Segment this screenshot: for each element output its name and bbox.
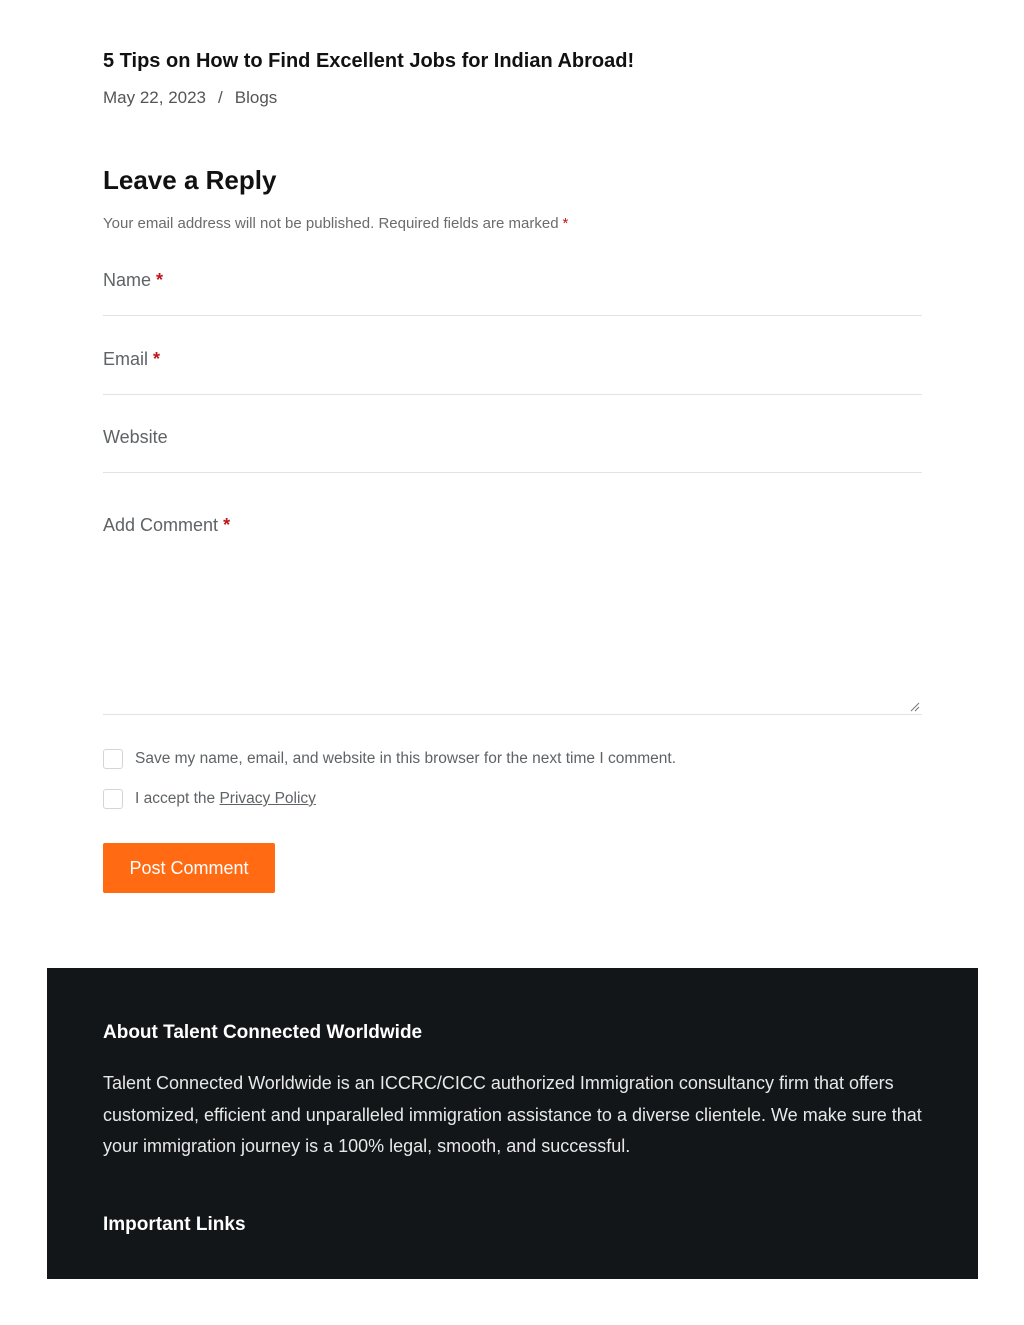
comment-field[interactable] <box>103 505 922 715</box>
reply-heading: Leave a Reply <box>103 165 277 195</box>
website-label: Website <box>103 427 168 447</box>
post-category-link[interactable]: Blogs <box>234 88 278 107</box>
email-label-text: Email <box>103 349 149 369</box>
email-field[interactable] <box>103 341 922 395</box>
post-comment-button[interactable]: Post Comment <box>103 843 275 893</box>
reply-note-text: Your email address will not be published. Required fields are marked <box>103 215 559 232</box>
site-footer <box>47 968 978 1279</box>
footer-about-heading: About Talent Connected Worldwide <box>103 1022 423 1043</box>
footer-links-heading: Important Links <box>103 1214 246 1235</box>
privacy-prefix: I accept the <box>135 790 216 807</box>
resize-handle-icon[interactable] <box>910 702 920 712</box>
website-field[interactable] <box>103 419 922 473</box>
comment-label-text: Add Comment <box>103 515 219 535</box>
name-required-mark: * <box>156 270 164 290</box>
name-label-text: Name <box>103 270 152 290</box>
meta-separator: / <box>218 88 223 107</box>
comment-textarea[interactable] <box>103 505 922 714</box>
save-info-checkbox[interactable] <box>103 749 123 769</box>
privacy-policy-link[interactable]: Privacy Policy <box>219 790 316 807</box>
email-input[interactable] <box>103 341 922 394</box>
privacy-row[interactable] <box>103 789 316 809</box>
privacy-label <box>135 790 316 808</box>
save-info-label: Save my name, email, and website in this browser for the next time I comment. <box>135 750 677 767</box>
name-input[interactable] <box>103 262 922 315</box>
comment-required-mark: * <box>223 515 231 535</box>
required-mark: * <box>562 215 569 232</box>
post-date: May 22, 2023 <box>103 88 207 107</box>
footer-about-text: Talent Connected Worldwide is an ICCRC/CICC authorized Immigration consultancy firm that offers customized, efficient and unparalleled immigration assistance to a diverse clientele. We make sure that your immigration journey is a 100% legal, smooth, and successful. <box>103 1073 922 1156</box>
email-required-mark: * <box>153 349 161 369</box>
save-info-row[interactable] <box>103 749 676 769</box>
name-field[interactable] <box>103 262 922 316</box>
post-meta <box>103 88 277 108</box>
website-input[interactable] <box>103 419 922 472</box>
reply-note <box>103 215 568 232</box>
post-title[interactable]: 5 Tips on How to Find Excellent Jobs for Indian Abroad! <box>103 50 635 72</box>
privacy-checkbox[interactable] <box>103 789 123 809</box>
